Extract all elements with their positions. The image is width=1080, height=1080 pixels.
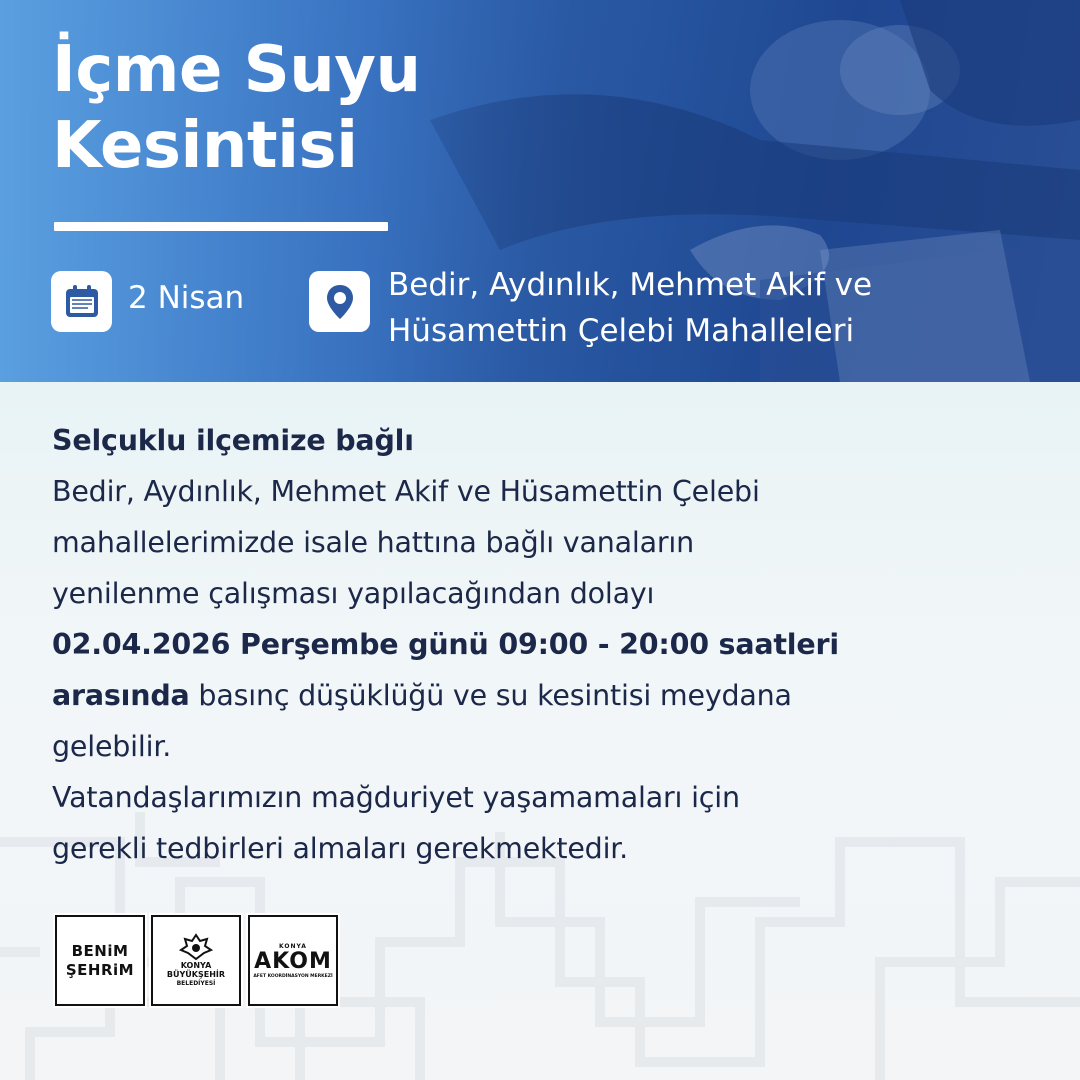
benim-sehrim-logo: BENiM ŞEHRiM [55,915,145,1006]
body-line-3: mahallelerimizde isale hattına bağlı vanaların [52,526,694,559]
calendar-icon [63,283,101,321]
body-line-1: Selçuklu ilçemize bağlı [52,424,414,457]
body-line-2: Bedir, Aydınlık, Mehmet Akif ve Hüsamettin Çelebi [52,475,760,508]
konya-emblem-icon [179,933,213,961]
body-line-7: gelebilir. [52,730,172,763]
title-line-1: İçme Suyu [52,33,421,107]
map-pin-icon [323,283,357,321]
event-date: 2 Nisan [128,280,245,316]
header-banner [0,0,1080,382]
calendar-tile [51,271,112,332]
body-line-4: yenilenme çalışması yapılacağından dolayı [52,577,655,610]
announcement-body [52,415,1042,874]
title-line-2: Kesintisi [52,109,358,183]
konya-buyuksehir-logo: KONYA BÜYÜKŞEHİR BELEDİYESİ [151,915,241,1006]
akom-logo: KONYA AKOM AFET KOORDİNASYON MERKEZİ [248,915,338,1006]
page-title [52,32,421,184]
body-line-9: gerekli tedbirleri almaları gerekmektedir. [52,832,629,865]
body-line-6: arasında basınç düşüklüğü ve su kesintisi meydana [52,679,792,712]
body-line-8: Vatandaşlarımızın mağduriyet yaşamamaları için [52,781,740,814]
event-location [388,262,1008,354]
body-line-5: 02.04.2026 Perşembe günü 09:00 - 20:00 saatleri [52,628,839,661]
location-tile [309,271,370,332]
location-line-1: Bedir, Aydınlık, Mehmet Akif ve [388,267,873,303]
title-underline [54,222,388,231]
location-line-2: Hüsamettin Çelebi Mahalleleri [388,313,855,349]
